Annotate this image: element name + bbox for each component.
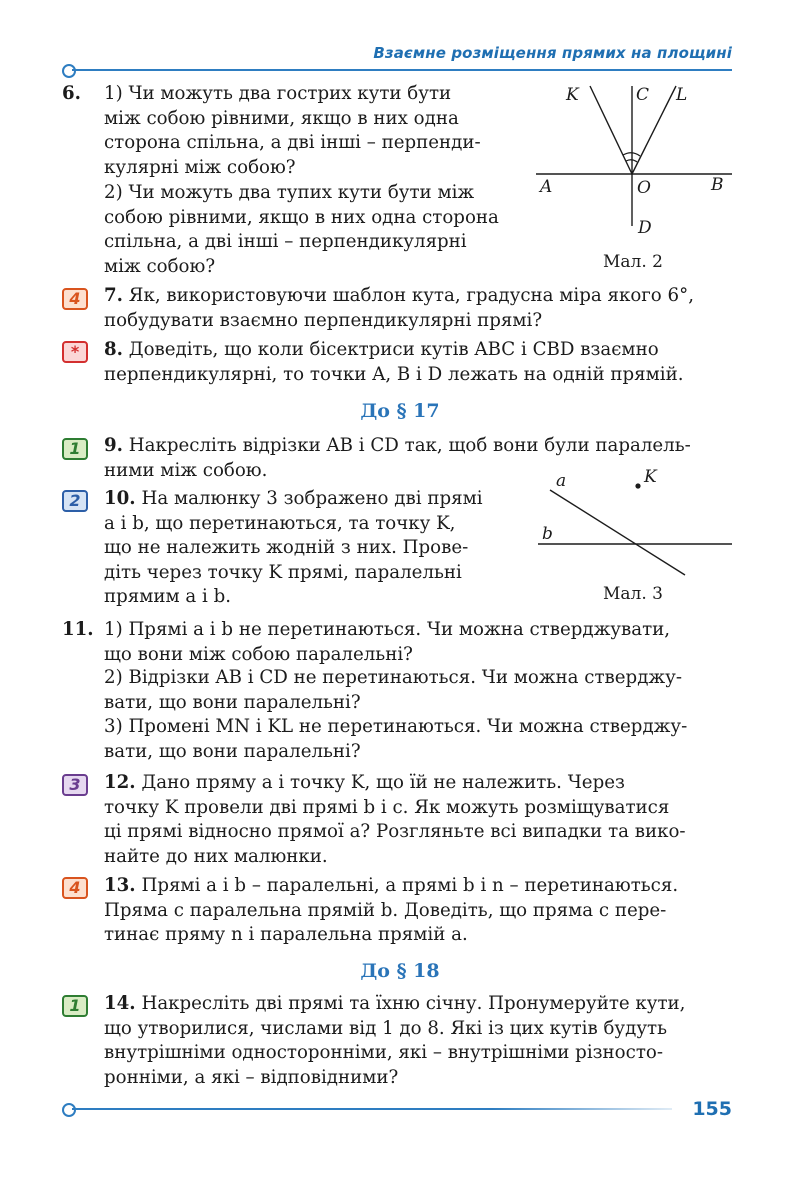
text-line: вати, що вони паралельні? (104, 740, 361, 762)
label-O: O (637, 178, 651, 198)
text-line: діть через точку K прямі, паралельні (104, 561, 462, 583)
text-line: 14. Накресліть дві прямі та їхню січну. Пронумеруйте кути, (104, 993, 686, 1014)
label-a: a (556, 471, 567, 491)
problem-11-number: 11. (62, 619, 94, 640)
text-line: що вони між собою паралельні? (104, 643, 413, 665)
footer-rule (72, 1108, 672, 1110)
text-line: найте до них малюнки. (104, 845, 328, 867)
text-line: 7. Як, використовуючи шаблон кута, градусна міра якого 6°, (104, 285, 694, 306)
text-line: прямим a і b. (104, 586, 232, 607)
text-line: між собою? (104, 255, 216, 277)
text-line: собою рівними, якщо в них одна сторона (104, 206, 499, 228)
label-L: L (676, 85, 688, 105)
text-line: a і b, що перетинаються, та точку K, (104, 512, 456, 534)
text-line: 13. Прямі a і b – паралельні, а прямі b і n – перетинаються. (104, 875, 679, 896)
label-B: B (711, 175, 724, 195)
page-number: 155 (692, 1098, 732, 1120)
running-header: Взаємне розміщення прямих на площині (373, 44, 732, 62)
figure-3-caption: Мал. 3 (603, 584, 663, 604)
difficulty-badge-1: 1 (62, 438, 88, 460)
difficulty-badge-star: * (62, 341, 88, 363)
problem-14 (104, 992, 732, 1090)
text-line: ними між собою. (104, 459, 268, 481)
header-rule (72, 69, 732, 71)
label-A: A (540, 177, 553, 197)
label-K: K (566, 85, 579, 105)
problem-6-number: 6. (62, 83, 81, 104)
text-line: тинає пряму n і паралельна прямій a. (104, 924, 468, 945)
text-line: побудувати взаємно перпендикулярні прямі? (104, 309, 543, 331)
text-line: що утворилися, числами від 1 до 8. Які із цих кутів будуть (104, 1017, 667, 1039)
problem-10 (104, 487, 516, 610)
figure-3 (530, 465, 740, 585)
text-line: сторона спільна, а дві інші – перпенди- (104, 132, 481, 153)
label-D: D (638, 218, 652, 238)
text-line: 2) Відрізки AB і CD не перетинаються. Чи можна стверджу- (104, 667, 682, 688)
text-line: 12. Дано пряму a і точку K, що їй не належить. Через (104, 772, 625, 793)
problem-11-part-1 (104, 618, 732, 667)
figure-2 (530, 80, 740, 250)
figure-2-caption: Мал. 2 (603, 252, 663, 272)
footer-rule-circle (62, 1103, 76, 1117)
text-line: внутрішніми односторонніми, які – внутрішніми різносто- (104, 1042, 663, 1063)
point-K (635, 483, 640, 488)
text-line: перпендикулярні, то точки A, B і D лежать на одній прямій. (104, 363, 684, 385)
text-line: спільна, а дві інші – перпендикулярні (104, 231, 467, 252)
difficulty-badge-4: 4 (62, 877, 88, 899)
header-rule-circle (62, 64, 76, 78)
text-line: ронніми, а які – відповідними? (104, 1066, 399, 1088)
difficulty-badge-2: 2 (62, 490, 88, 512)
text-line: точку K провели дві прямі b і c. Як можуть розміщуватися (104, 796, 670, 818)
label-b: b (542, 524, 553, 544)
difficulty-badge-3: 3 (62, 774, 88, 796)
text-line: 1) Чи можуть два гострих кути бути (104, 83, 452, 104)
text-line: 3) Промені MN і KL не перетинаються. Чи можна стверджу- (104, 716, 688, 737)
text-line: між собою рівними, якщо в них одна (104, 107, 459, 129)
section-heading-18: До § 18 (360, 960, 440, 982)
text-line: що не належить жодній з них. Прове- (104, 537, 469, 558)
text-line: 2) Чи можуть два тупих кути бути між (104, 182, 475, 203)
text-line: Пряма c паралельна прямій b. Доведіть, що пряма c пере- (104, 899, 667, 921)
problem-8 (104, 338, 732, 387)
difficulty-badge-1: 1 (62, 995, 88, 1017)
problem-12 (104, 771, 732, 869)
text-line: 9. Накресліть відрізки AB і CD так, щоб вони були паралель- (104, 435, 691, 456)
text-line: ці прямі відносно прямої a? Розгляньте всі випадки та вико- (104, 821, 686, 842)
text-line: 1) Прямі a і b не перетинаються. Чи можна стверджувати, (104, 619, 671, 640)
text-line: 8. Доведіть, що коли бісектриси кутів ABC і CBD взаємно (104, 339, 659, 360)
label-K: K (644, 467, 657, 487)
problem-7 (104, 284, 732, 333)
text-line: кулярні між собою? (104, 156, 296, 178)
ray-OK (590, 86, 632, 174)
problem-11-part-3 (104, 715, 732, 764)
text-line: 10. На малюнку 3 зображено дві прямі (104, 488, 483, 509)
text-line: вати, що вони паралельні? (104, 691, 361, 713)
label-C: C (636, 85, 650, 105)
problem-13 (104, 874, 732, 948)
problem-11-part-2 (104, 666, 732, 715)
problem-6-part-2 (104, 181, 516, 279)
difficulty-badge-4: 4 (62, 288, 88, 310)
section-heading-17: До § 17 (360, 400, 440, 422)
line-a (550, 490, 685, 575)
problem-6-part-1 (104, 82, 516, 180)
